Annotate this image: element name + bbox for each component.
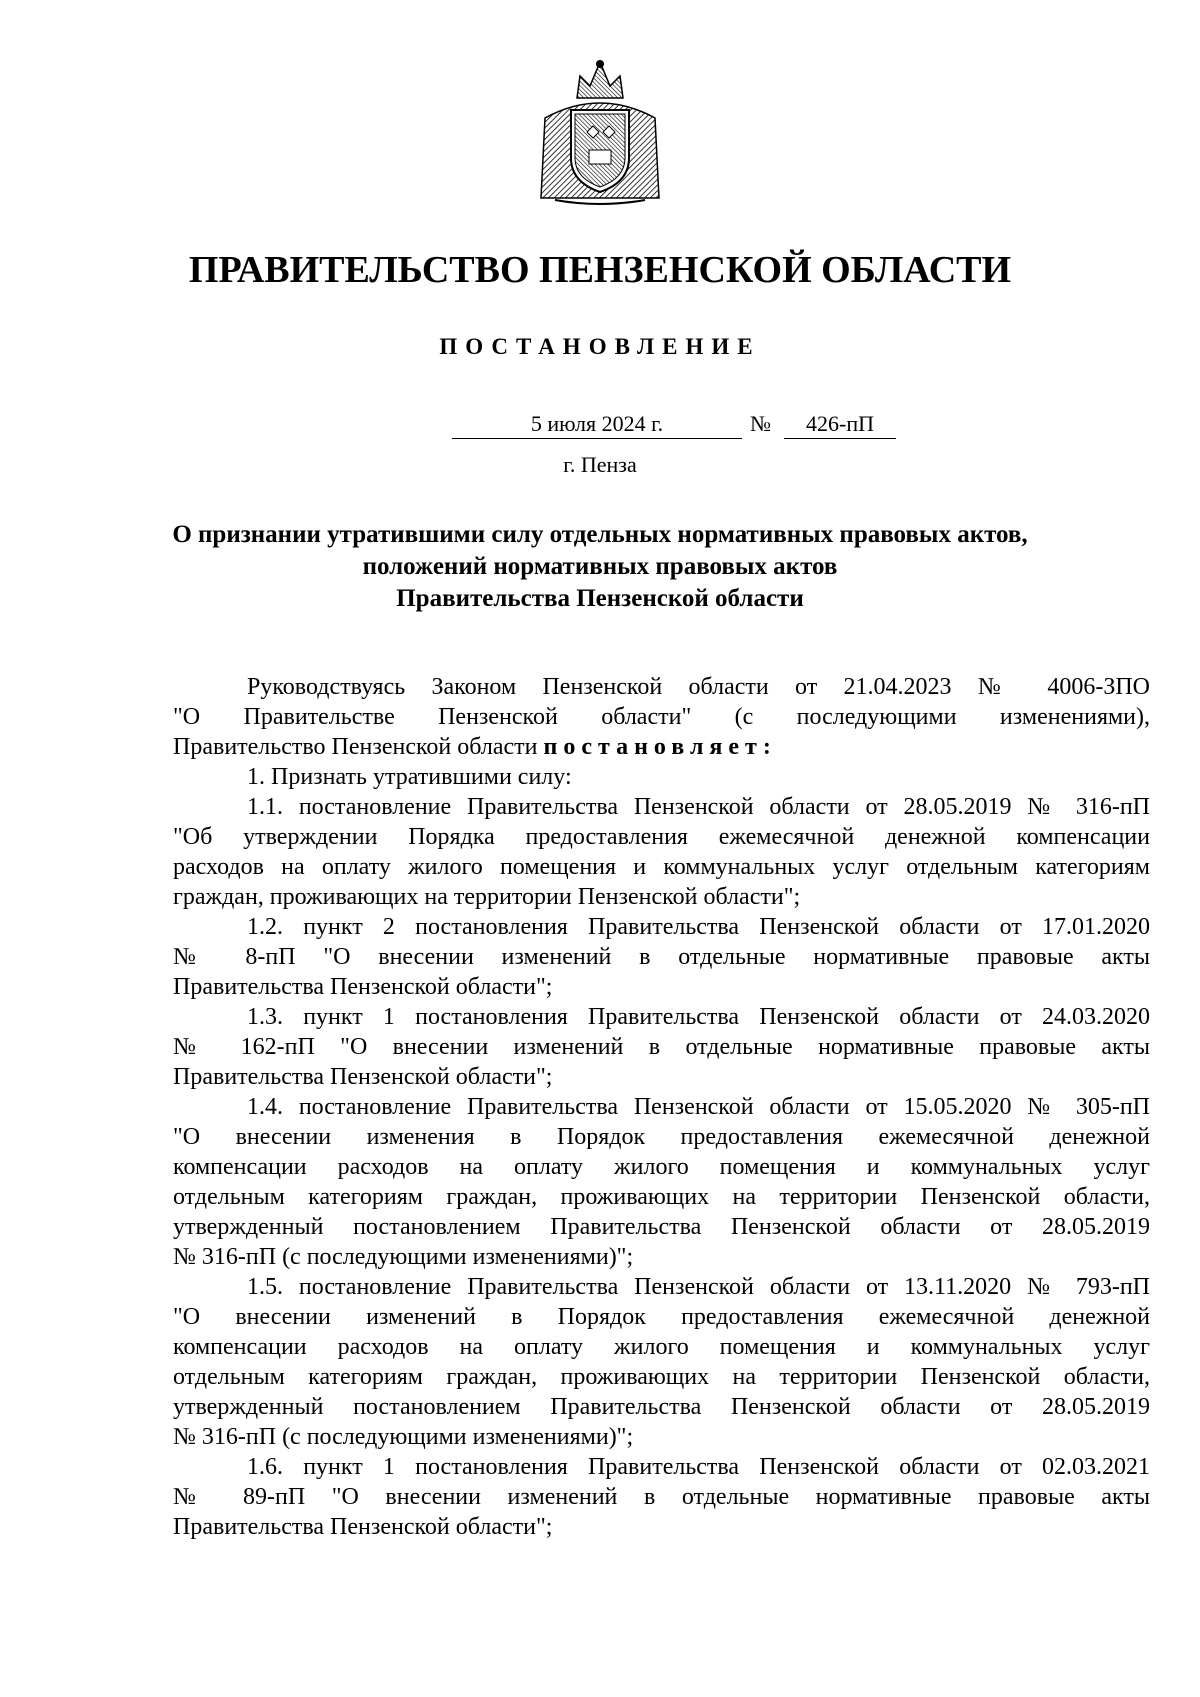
item-line: "О внесении изменения в Порядок предоставления ежемесячной денежной (173, 1124, 1150, 1150)
title-line: Правительства Пензенской области (396, 585, 804, 612)
coat-of-arms-emblem (600, 58, 730, 208)
item-line: 1.3. пункт 1 постановления Правительства Пензенской области от 24.03.2020 (247, 1004, 1150, 1030)
item-line: отдельным категориям граждан, проживающих на территории Пензенской области, (173, 1364, 1150, 1390)
item-line: компенсации расходов на оплату жилого помещения и коммунальных услуг (173, 1334, 1150, 1360)
item-line: отдельным категориям граждан, проживающих на территории Пензенской области, (173, 1184, 1150, 1210)
item-line: № 8-пП "О внесении изменений в отдельные нормативные правовые акты (173, 944, 1150, 970)
item-line: компенсации расходов на оплату жилого помещения и коммунальных услуг (173, 1154, 1150, 1180)
item-line: 1.4. постановление Правительства Пензенской области от 15.05.2020 № 305-пП (247, 1094, 1150, 1120)
item-line: Правительства Пензенской области"; (173, 974, 553, 1000)
item-line: № 162-пП "О внесении изменений в отдельные нормативные правовые акты (173, 1034, 1150, 1060)
document-body (173, 672, 1150, 1542)
decree-word: постановляет: (543, 734, 777, 760)
item-line: "Об утверждении Порядка предоставления ежемесячной денежной компенсации (173, 824, 1150, 850)
item-line: Правительства Пензенской области"; (173, 1064, 553, 1090)
item-line: 1.1. постановление Правительства Пензенской области от 28.05.2019 № 316-пП (247, 794, 1150, 820)
document-title (150, 519, 1050, 615)
preamble-text: Правительство Пензенской области (173, 734, 544, 760)
item-line: № 89-пП "О внесении изменений в отдельные нормативные правовые акты (173, 1484, 1150, 1510)
document-city: г. Пенза (563, 452, 637, 477)
item-line: утвержденный постановлением Правительства Пензенской области от 28.05.2019 (173, 1214, 1150, 1240)
title-line: положений нормативных правовых актов (362, 553, 838, 580)
document-date: 5 июля 2024 г. (452, 410, 742, 439)
document-type: ПОСТАНОВЛЕНИЕ (439, 334, 761, 359)
item-line: № 316-пП (с последующими изменениями)"; (173, 1424, 634, 1450)
item-line: 1.5. постановление Правительства Пензенской области от 13.11.2020 № 793-пП (247, 1274, 1150, 1300)
document-number: 426-пП (784, 410, 896, 439)
item-line: 1.6. пункт 1 постановления Правительства Пензенской области от 02.03.2021 (247, 1454, 1150, 1480)
preamble-line: Руководствуясь Законом Пензенской области от 21.04.2023 № 4006-ЗПО (247, 674, 1150, 700)
organization-title: ПРАВИТЕЛЬСТВО ПЕНЗЕНСКОЙ ОБЛАСТИ (188, 249, 1012, 291)
item-line: № 316-пП (с последующими изменениями)"; (173, 1244, 634, 1270)
item-line: "О внесении изменений в Порядок предоставления ежемесячной денежной (173, 1304, 1150, 1330)
item-line: граждан, проживающих на территории Пензенской области"; (173, 884, 801, 910)
item-line: утвержденный постановлением Правительства Пензенской области от 28.05.2019 (173, 1394, 1150, 1420)
item-line: расходов на оплату жилого помещения и коммунальных услуг отдельным категориям (173, 854, 1150, 880)
item-line: 1.2. пункт 2 постановления Правительства Пензенской области от 17.01.2020 (247, 914, 1150, 940)
preamble-line (173, 732, 1150, 762)
clause-heading: 1. Признать утратившими силу: (247, 764, 572, 790)
item-line: Правительства Пензенской области"; (173, 1514, 553, 1540)
title-line: О признании утратившими силу отдельных нормативных правовых актов, (172, 521, 1028, 548)
number-sign: № (750, 411, 771, 436)
preamble-line: "О Правительстве Пензенской области" (с последующими изменениями), (173, 704, 1150, 730)
